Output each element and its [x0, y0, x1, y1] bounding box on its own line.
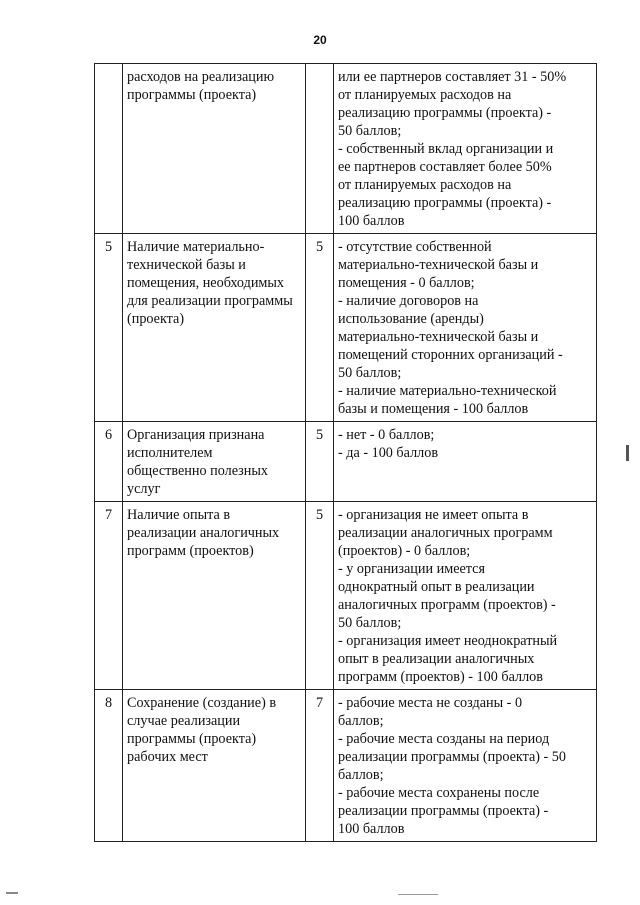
- scoring-scale-line: материально-технической базы и: [338, 257, 539, 273]
- table-row: [95, 422, 597, 502]
- scoring-scale-line: - организация имеет неоднократный: [338, 633, 558, 649]
- max-score-cell: 5: [306, 234, 334, 422]
- table-row: [95, 64, 597, 234]
- criterion-name-line: (проекта): [127, 311, 185, 327]
- scoring-scale-line: базы и помещения - 100 баллов: [338, 401, 529, 417]
- max-score-cell: [306, 64, 334, 234]
- scoring-scale-line: - у организации имеется: [338, 561, 485, 577]
- scoring-scale-line: 50 баллов;: [338, 365, 402, 381]
- table-row: [95, 502, 597, 690]
- criterion-name-line: расходов на реализацию: [127, 69, 275, 85]
- criterion-name-line: Наличие опыта в: [127, 507, 231, 523]
- scoring-scale-cell: [334, 422, 597, 502]
- criterion-name-line: программ (проектов): [127, 543, 254, 559]
- criterion-name-line: рабочих мест: [127, 749, 208, 765]
- scan-margin-mark: [626, 445, 629, 461]
- criterion-name-line: технической базы и: [127, 257, 246, 273]
- scoring-scale-cell: [334, 234, 597, 422]
- scoring-scale-line: от планируемых расходов на: [338, 87, 512, 103]
- scoring-scale-line: 100 баллов: [338, 821, 405, 837]
- scoring-scale-line: реализацию программы (проекта) -: [338, 195, 552, 211]
- criterion-name-line: программы (проекта): [127, 87, 257, 103]
- scoring-scale-line: 50 баллов;: [338, 615, 402, 631]
- scoring-scale-line: однократный опыт в реализации: [338, 579, 535, 595]
- scoring-scale-line: - нет - 0 баллов;: [338, 427, 435, 443]
- scoring-scale-line: - рабочие места созданы на период: [338, 731, 550, 747]
- criterion-name-line: услуг: [127, 481, 161, 497]
- scoring-scale-line: реализации программы (проекта) -: [338, 803, 549, 819]
- row-number-cell: [95, 64, 123, 234]
- table-row: [95, 690, 597, 842]
- scoring-scale-line: материально-технической базы и: [338, 329, 539, 345]
- criterion-name-cell: [123, 422, 306, 502]
- scoring-scale-line: - рабочие места сохранены после: [338, 785, 540, 801]
- criterion-name-cell: [123, 690, 306, 842]
- scoring-scale-cell: [334, 502, 597, 690]
- criterion-name-line: для реализации программы: [127, 293, 293, 309]
- scoring-scale-line: - рабочие места не созданы - 0: [338, 695, 523, 711]
- criterion-name-line: случае реализации: [127, 713, 241, 729]
- scoring-scale-line: - да - 100 баллов: [338, 445, 439, 461]
- scoring-scale-line: аналогичных программ (проектов) -: [338, 597, 556, 613]
- scoring-scale-line: баллов;: [338, 713, 384, 729]
- table-row: [95, 234, 597, 422]
- scoring-scale-line: опыт в реализации аналогичных: [338, 651, 535, 667]
- scoring-scale-line: использование (аренды): [338, 311, 484, 327]
- row-number-cell: 5: [95, 234, 123, 422]
- row-number-cell: 6: [95, 422, 123, 502]
- criterion-name-line: помещения, необходимых: [127, 275, 285, 291]
- criterion-name-cell: [123, 64, 306, 234]
- scoring-scale-cell: [334, 64, 597, 234]
- scoring-scale-line: - наличие договоров на: [338, 293, 479, 309]
- scoring-scale-cell: [334, 690, 597, 842]
- criteria-table-body: [95, 64, 597, 842]
- scan-artifact-left: [6, 892, 18, 894]
- criterion-name-cell: [123, 502, 306, 690]
- max-score-cell: 7: [306, 690, 334, 842]
- criterion-name-line: Наличие материально-: [127, 239, 265, 255]
- scoring-scale-line: - собственный вклад организации и: [338, 141, 554, 157]
- scoring-scale-line: - наличие материально-технической: [338, 383, 557, 399]
- scoring-scale-line: реализации программы (проекта) - 50: [338, 749, 566, 765]
- scoring-scale-line: (проектов) - 0 баллов;: [338, 543, 471, 559]
- row-number-cell: 7: [95, 502, 123, 690]
- scoring-scale-line: баллов;: [338, 767, 384, 783]
- criteria-table: [94, 63, 597, 842]
- scoring-scale-line: 100 баллов: [338, 213, 405, 229]
- scoring-scale-line: 50 баллов;: [338, 123, 402, 139]
- max-score-cell: 5: [306, 502, 334, 690]
- criterion-name-line: Сохранение (создание) в: [127, 695, 277, 711]
- scoring-scale-line: помещения - 0 баллов;: [338, 275, 475, 291]
- scoring-scale-line: программ (проектов) - 100 баллов: [338, 669, 543, 685]
- criterion-name-line: исполнителем: [127, 445, 213, 461]
- criterion-name-line: общественно полезных: [127, 463, 268, 479]
- scoring-scale-line: реализацию программы (проекта) -: [338, 105, 552, 121]
- scan-artifact-right: [398, 894, 438, 895]
- criterion-name-line: программы (проекта): [127, 731, 257, 747]
- scoring-scale-line: или ее партнеров составляет 31 - 50%: [338, 69, 567, 85]
- scoring-scale-line: - организация не имеет опыта в: [338, 507, 529, 523]
- row-number-cell: 8: [95, 690, 123, 842]
- page-number: 20: [313, 33, 327, 47]
- scoring-scale-line: реализации аналогичных программ: [338, 525, 553, 541]
- criterion-name-line: Организация признана: [127, 427, 265, 443]
- scoring-scale-line: помещений сторонних организаций -: [338, 347, 563, 363]
- criterion-name-line: реализации аналогичных: [127, 525, 280, 541]
- criterion-name-cell: [123, 234, 306, 422]
- scoring-scale-line: - отсутствие собственной: [338, 239, 492, 255]
- scoring-scale-line: от планируемых расходов на: [338, 177, 512, 193]
- scoring-scale-line: ее партнеров составляет более 50%: [338, 159, 552, 175]
- max-score-cell: 5: [306, 422, 334, 502]
